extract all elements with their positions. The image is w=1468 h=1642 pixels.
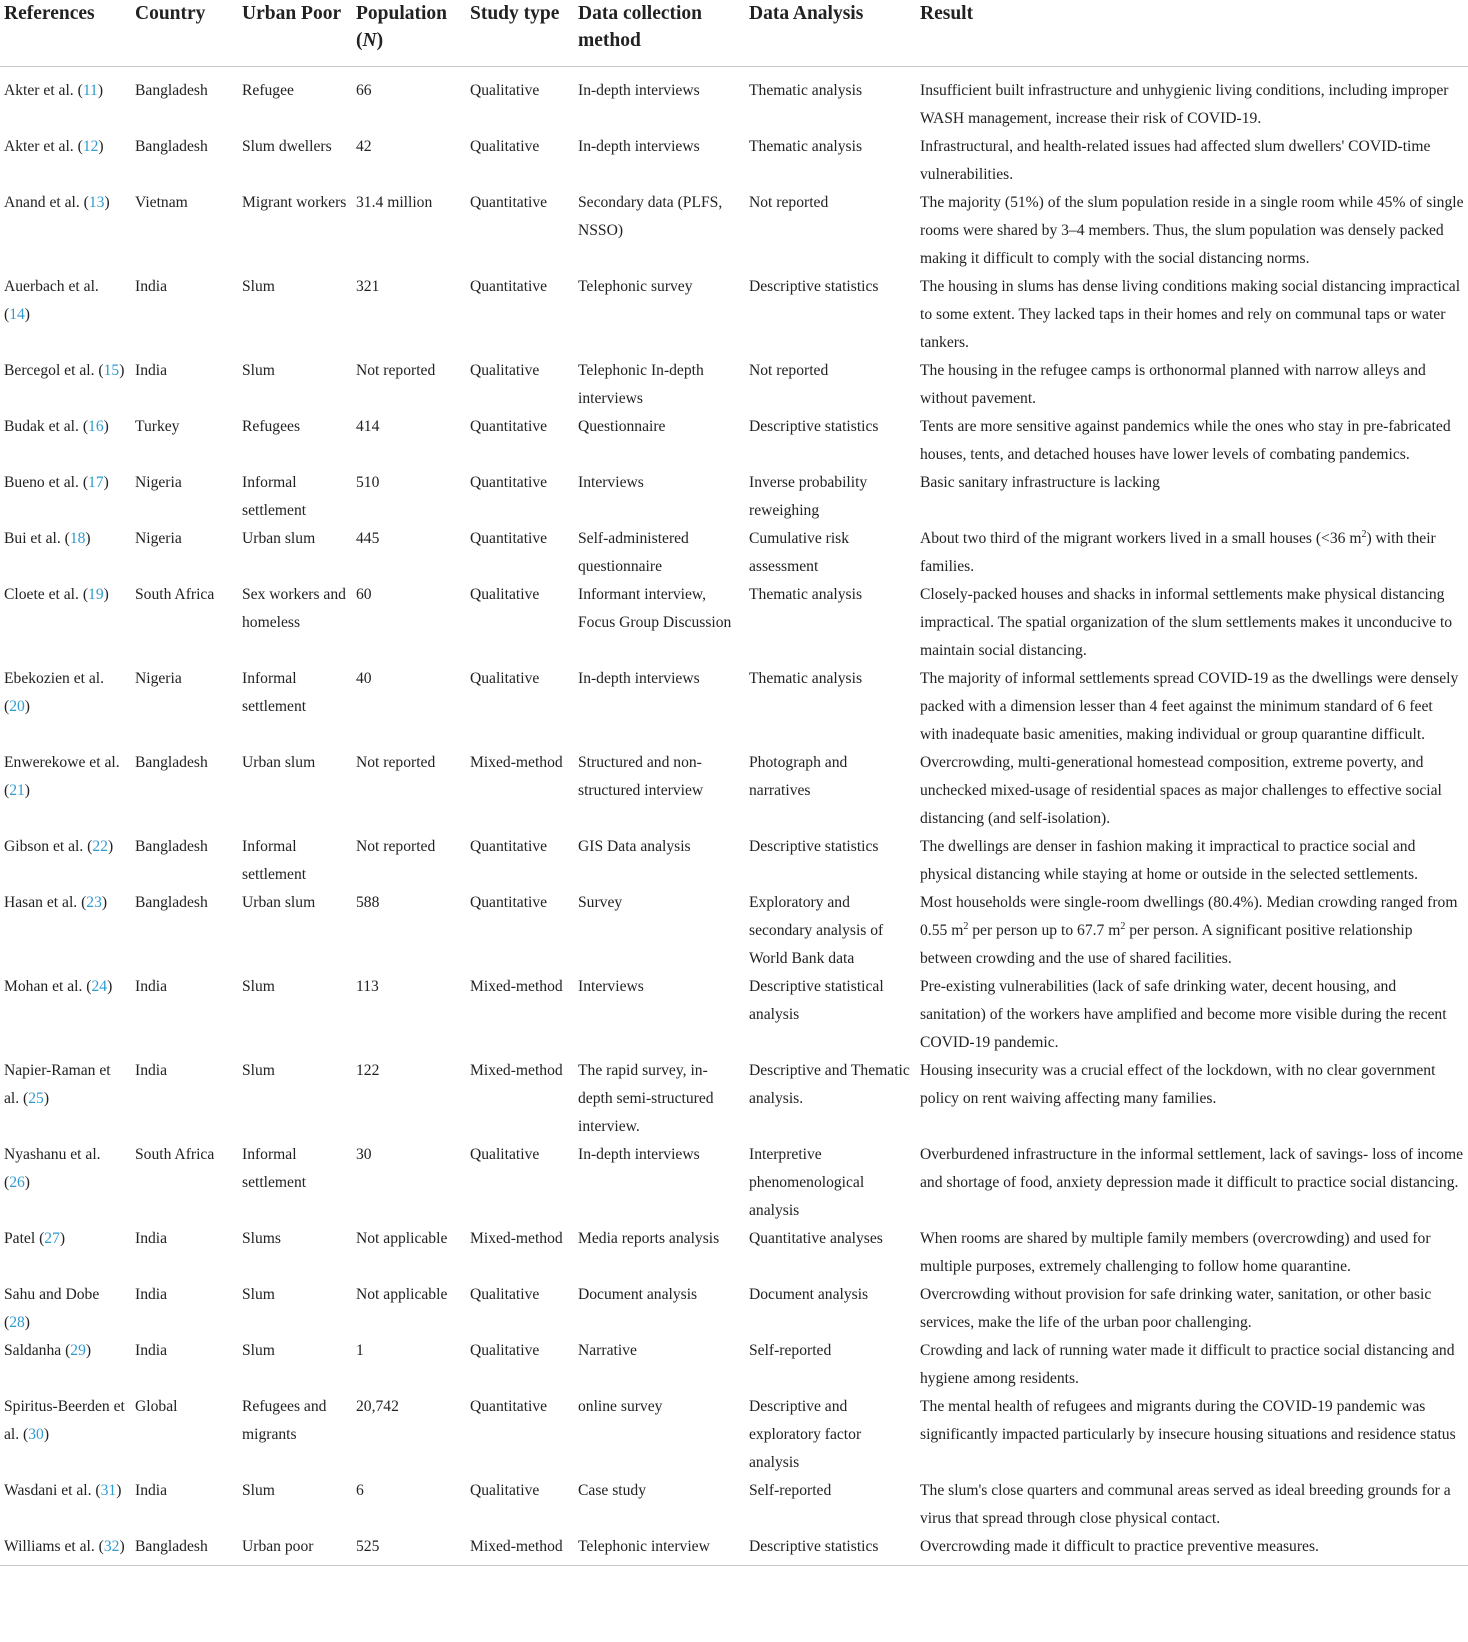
urban-poor-cell: Urban slum (242, 754, 316, 771)
collection-cell: Telephonic survey (578, 278, 693, 295)
reference-cell: Akter et al. (12) (4, 138, 104, 155)
table-row (0, 1225, 1468, 1281)
reference-author: Gibson et al. (4, 838, 84, 855)
reference-author: Akter et al. (4, 82, 74, 99)
citation-link[interactable]: 32 (103, 1538, 120, 1555)
table-row (0, 1141, 1468, 1225)
collection-cell: Questionnaire (578, 418, 666, 435)
country-cell: Vietnam (135, 194, 188, 211)
reference-cell: Saldanha (29) (4, 1342, 92, 1359)
citation-link[interactable]: 14 (9, 306, 25, 323)
reference-cell: Spiritus-Beerden et al. (30) (4, 1398, 125, 1443)
population-cell: 445 (356, 530, 380, 547)
population-cell: 525 (352, 1533, 466, 1566)
country-cell: Bangladesh (135, 838, 208, 855)
result-text: About two third of the migrant workers lived in a small houses (<36 m (920, 530, 1362, 547)
table-header (0, 0, 1468, 67)
urban-poor-cell: Refugees and migrants (242, 1398, 327, 1443)
study-type-cell: Quantitative (470, 894, 548, 911)
study-type-cell: Quantitative (470, 474, 548, 491)
analysis-cell: Thematic analysis (749, 586, 863, 603)
result-cell: The housing in slums has dense living conditions making social distancing impractical to some extent. They lacked taps in their homes and rely on communal taps or water tankers. (920, 278, 1461, 351)
reference-author: Williams et al. (4, 1538, 95, 1555)
reference-cell: Bueno et al. (17) (4, 474, 109, 491)
reference-cell: Enwerekowe et al. (21) (4, 754, 120, 799)
country-cell: Global (135, 1398, 178, 1415)
citation-link[interactable]: 22 (92, 838, 108, 855)
population-cell: 122 (356, 1062, 380, 1079)
table-row (0, 189, 1468, 273)
citation-link[interactable]: 29 (70, 1342, 86, 1359)
population-cell: Not applicable (356, 1230, 448, 1247)
population-cell: Not reported (356, 754, 436, 771)
country-cell: Bangladesh (135, 138, 208, 155)
table-row (0, 581, 1468, 665)
population-cell: 113 (356, 978, 379, 995)
analysis-cell: Exploratory and secondary analysis of World Bank data (749, 894, 884, 967)
collection-cell: Case study (578, 1482, 647, 1499)
urban-poor-cell: Slum (242, 362, 275, 379)
table-row (0, 1393, 1468, 1477)
result-cell: The dwellings are denser in fashion making it impractical to practice social and physical distancing while staying at home or outside in the selected settlements. (920, 838, 1419, 883)
result-cell: The housing in the refugee camps is orthonormal planned with narrow alleys and without pavement. (920, 362, 1426, 407)
reference-author: Sahu and Dobe (4, 1286, 100, 1303)
study-type-cell: Qualitative (470, 82, 540, 99)
reference-author: Mohan et al. (4, 978, 83, 995)
country-cell: Bangladesh (135, 754, 208, 771)
country-cell: Nigeria (135, 530, 182, 547)
table-row (0, 1533, 1468, 1566)
reference-cell: Bercegol et al. (15) (4, 362, 125, 379)
urban-poor-cell: Slum (242, 1286, 275, 1303)
reference-author: Wasdani et al. (4, 1482, 92, 1499)
result-text: 2 (1120, 920, 1126, 932)
analysis-cell: Self-reported (749, 1342, 832, 1359)
collection-cell: In-depth interviews (578, 138, 700, 155)
citation-link[interactable]: 30 (28, 1426, 44, 1443)
urban-poor-cell: Slum (242, 978, 275, 995)
result-text: 2 (1361, 528, 1367, 540)
reference-cell: Cloete et al. (19) (4, 586, 109, 603)
population-cell: 31.4 million (356, 194, 433, 211)
column-header (574, 0, 745, 67)
urban-poor-cell: Informal settlement (242, 1146, 307, 1191)
table-row (0, 133, 1468, 189)
country-cell: Bangladesh (135, 82, 208, 99)
column-header-sub: N (362, 30, 377, 51)
analysis-cell: Not reported (749, 362, 829, 379)
urban-poor-cell: Urban slum (242, 894, 316, 911)
table-row (0, 469, 1468, 525)
urban-poor-cell: Informal settlement (242, 474, 307, 519)
reference-cell: Nyashanu et al. (26) (4, 1146, 101, 1191)
reference-cell: Mohan et al. (24) (4, 978, 113, 995)
result-cell: Basic sanitary infrastructure is lacking (920, 474, 1160, 491)
study-type-cell: Qualitative (470, 138, 540, 155)
analysis-cell: Thematic analysis (749, 138, 863, 155)
result-cell: Housing insecurity was a crucial effect of the lockdown, with no clear government policy on rent waiving affecting many families. (920, 1062, 1436, 1107)
reference-author: Bercegol et al. (4, 362, 95, 379)
study-type-cell: Qualitative (470, 670, 540, 687)
collection-cell: In-depth interviews (578, 1146, 700, 1163)
study-type-cell: Quantitative (470, 1398, 548, 1415)
analysis-cell: Descriptive statistics (749, 838, 879, 855)
reference-cell: Bui et al. (18) (4, 530, 91, 547)
study-type-cell: Quantitative (470, 418, 548, 435)
collection-cell: Media reports analysis (578, 1230, 720, 1247)
urban-poor-cell: Slums (242, 1230, 281, 1247)
reference-cell: Gibson et al. (22) (4, 838, 114, 855)
analysis-cell: Quantitative analyses (749, 1230, 883, 1247)
citation-link[interactable]: 11 (82, 82, 98, 99)
country-cell: Nigeria (135, 670, 182, 687)
result-cell: Crowding and lack of running water made it difficult to practice social distancing and hygiene among residents. (920, 1342, 1455, 1387)
collection-cell: Narrative (578, 1342, 637, 1359)
table-row (0, 749, 1468, 833)
analysis-cell: Not reported (749, 194, 829, 211)
study-type-cell: Quantitative (470, 838, 548, 855)
collection-cell: GIS Data analysis (578, 838, 691, 855)
reference-author: Bui et al. (4, 530, 61, 547)
column-header-label: References (4, 3, 95, 24)
analysis-cell: Photograph and narratives (749, 754, 848, 799)
result-text: per person. A significant positive relationship between crowding and the use of shared facilities. (920, 922, 1413, 967)
collection-cell: online survey (578, 1398, 663, 1415)
reference-author: Anand et al. (4, 194, 80, 211)
analysis-cell: Self-reported (749, 1482, 832, 1499)
table-row (0, 413, 1468, 469)
analysis-cell: Descriptive statistics (745, 1533, 916, 1566)
country-cell: India (135, 1482, 168, 1499)
study-type-cell: Mixed-method (470, 978, 563, 995)
column-header (238, 0, 352, 67)
urban-poor-cell: Urban slum (242, 530, 316, 547)
population-cell: Not reported (356, 362, 436, 379)
reference-author: Saldanha (4, 1342, 62, 1359)
column-header (916, 0, 1468, 67)
analysis-cell: Cumulative risk assessment (749, 530, 850, 575)
reference-author: Auerbach et al. (4, 278, 99, 295)
country-cell: Nigeria (135, 474, 182, 491)
table-body (0, 67, 1468, 1566)
country-cell: India (135, 278, 168, 295)
table-row (0, 1477, 1468, 1533)
column-header-label: Study type (470, 3, 560, 24)
result-text: Most households were single-room dwellings (80.4%). Median crowding ranged from 0.55 m (920, 894, 1458, 939)
column-header (131, 0, 238, 67)
table-row (0, 973, 1468, 1057)
citation-link[interactable]: 16 (88, 418, 104, 435)
study-type-cell: Mixed-method (470, 1062, 563, 1079)
column-header-label: Result (920, 3, 974, 24)
reference-cell: Auerbach et al. (14) (4, 278, 99, 323)
urban-poor-cell: Slum (242, 278, 275, 295)
citation-link[interactable]: 23 (86, 894, 102, 911)
collection-cell: Telephonic In-depth interviews (578, 362, 704, 407)
study-type-cell: Quantitative (470, 530, 548, 547)
collection-cell: Secondary data (PLFS, NSSO) (578, 194, 723, 239)
table-row (0, 357, 1468, 413)
population-cell: 30 (356, 1146, 372, 1163)
table-row (0, 525, 1468, 581)
urban-poor-cell: Informal settlement (242, 838, 307, 883)
reference-author: Hasan et al. (4, 894, 78, 911)
population-cell: 510 (356, 474, 380, 491)
country-cell: Bangladesh (135, 894, 208, 911)
reference-cell: Williams et al. (32) (0, 1533, 131, 1566)
country-cell: India (135, 978, 168, 995)
reference-author: Nyashanu et al. (4, 1146, 101, 1163)
reference-cell: Ebekozien et al. (20) (4, 670, 105, 715)
citation-link[interactable]: 28 (9, 1314, 25, 1331)
result-cell: Overcrowding without provision for safe drinking water, sanitation, or other basic services, make the life of the urban poor challenging. (920, 1286, 1432, 1331)
column-header-label: Urban Poor (242, 3, 342, 24)
study-type-cell: Qualitative (470, 1342, 540, 1359)
collection-cell: The rapid survey, in-depth semi-structured interview. (578, 1062, 714, 1135)
population-cell: 42 (356, 138, 372, 155)
study-type-cell: Quantitative (470, 194, 548, 211)
analysis-cell: Descriptive statistical analysis (749, 978, 884, 1023)
citation-link[interactable]: 26 (9, 1174, 25, 1191)
population-cell: 60 (356, 586, 372, 603)
column-header (466, 0, 574, 67)
column-header: Population (N) (352, 0, 466, 67)
column-header (745, 0, 916, 67)
citation-link[interactable]: 19 (88, 586, 104, 603)
collection-cell: Structured and non-structured interview (578, 754, 704, 799)
column-header-label: Data Analysis (749, 3, 864, 24)
citation-link[interactable]: 18 (69, 530, 86, 547)
result-cell: The majority (51%) of the slum population reside in a single room while 45% of single rooms were shared by 3–4 members. Thus, the slum population was densely packed making it difficult to comply with the social distancing norms. (920, 194, 1464, 267)
result-cell: Closely-packed houses and shacks in informal settlements make physical distancing impractical. The spatial organization of the slum settlements makes it unconducive to maintain social distancing. (920, 586, 1453, 659)
collection-cell: Self-administered questionnaire (578, 530, 689, 575)
result-text: ) with their families. (920, 530, 1436, 575)
study-type-cell: Qualitative (470, 1146, 540, 1163)
table-row (0, 1281, 1468, 1337)
population-cell: 66 (356, 82, 372, 99)
urban-poor-cell: Slum (242, 1342, 275, 1359)
study-type-cell: Qualitative (470, 1482, 540, 1499)
population-cell: 414 (356, 418, 380, 435)
analysis-cell: Descriptive and exploratory factor analysis (749, 1398, 862, 1471)
citation-link[interactable]: 25 (28, 1090, 44, 1107)
result-cell: The mental health of refugees and migrants during the COVID-19 pandemic was significantly impacted particularly by insecure housing situations and residence status (920, 1398, 1456, 1443)
analysis-cell: Descriptive statistics (749, 278, 879, 295)
header-row (0, 0, 1468, 67)
table-row (0, 889, 1468, 973)
citation-link[interactable]: 24 (91, 978, 108, 995)
reference-author: Budak et al. (4, 418, 79, 435)
country-cell: India (135, 1342, 168, 1359)
country-cell: Bangladesh (131, 1533, 238, 1566)
table-row (0, 1337, 1468, 1393)
country-cell: India (135, 1062, 168, 1079)
population-cell: 40 (356, 670, 372, 687)
urban-poor-cell: Urban poor (238, 1533, 352, 1566)
collection-cell: In-depth interviews (578, 82, 700, 99)
reference-cell: Anand et al. (13) (4, 194, 110, 211)
result-cell: Pre-existing vulnerabilities (lack of safe drinking water, decent housing, and sanitation) of the workers have amplified and become more visible during the recent COVID-19 pandemic. (920, 978, 1447, 1051)
result-text: 2 (963, 920, 969, 932)
result-cell: When rooms are shared by multiple family members (overcrowding) and used for multiple purposes, extremely challenging to follow home quarantine. (920, 1230, 1431, 1275)
population-cell: Not applicable (356, 1286, 448, 1303)
population-cell: 588 (356, 894, 380, 911)
analysis-cell: Descriptive and Thematic analysis. (749, 1062, 910, 1107)
country-cell: South Africa (135, 586, 215, 603)
reference-cell: Wasdani et al. (31) (4, 1482, 122, 1499)
population-cell: 6 (356, 1482, 364, 1499)
citation-link[interactable]: 12 (82, 138, 99, 155)
table-row (0, 665, 1468, 749)
urban-poor-cell: Sex workers and homeless (242, 586, 346, 631)
column-header-label: Country (135, 3, 206, 24)
population-cell: 1 (356, 1342, 364, 1359)
reference-cell: Akter et al. (11) (4, 82, 104, 99)
urban-poor-cell: Informal settlement (242, 670, 307, 715)
result-cell: The majority of informal settlements spread COVID-19 as the dwellings were densely packed with a dimension lesser than 4 feet against the minimum standard of 6 feet with inadequate basic amenities, making individual or group quarantine difficult. (920, 670, 1459, 743)
citation-link[interactable]: 20 (9, 698, 25, 715)
population-cell: 20,742 (356, 1398, 399, 1415)
citation-link[interactable]: 15 (103, 362, 120, 379)
study-type-cell: Mixed-method (470, 754, 563, 771)
table-row (0, 273, 1468, 357)
table-row (0, 1057, 1468, 1141)
population-cell: Not reported (356, 838, 436, 855)
reference-cell: Budak et al. (16) (4, 418, 109, 435)
reference-cell: Sahu and Dobe (28) (4, 1286, 100, 1331)
urban-poor-cell: Slum (242, 1062, 275, 1079)
citation-link[interactable]: 17 (88, 474, 104, 491)
column-header (0, 0, 131, 67)
reference-author: Spiritus-Beerden et al. (4, 1398, 125, 1443)
collection-cell: Interviews (578, 978, 644, 995)
analysis-cell: Inverse probability reweighing (749, 474, 868, 519)
result-text: per person up to 67.7 m (968, 922, 1121, 939)
analysis-cell: Interpretive phenomenological analysis (749, 1146, 865, 1219)
result-cell (916, 889, 1468, 973)
table-row (0, 833, 1468, 889)
analysis-cell: Document analysis (749, 1286, 869, 1303)
citation-link[interactable]: 13 (88, 194, 105, 211)
country-cell: South Africa (135, 1146, 215, 1163)
result-cell: Tents are more sensitive against pandemics while the ones who stay in pre-fabricated houses, tents, and detached houses have lower levels of combating pandemics. (920, 418, 1451, 463)
collection-cell: Interviews (578, 474, 644, 491)
result-cell: Overburdened infrastructure in the informal settlement, lack of savings- loss of income and shortage of food, anxiety depression made it difficult to practice social distancing. (920, 1146, 1464, 1191)
column-header-label: Data collection method (578, 3, 703, 51)
country-cell: India (135, 1230, 168, 1247)
study-type-cell: Mixed-method (466, 1533, 574, 1566)
reference-author: Bueno et al. (4, 474, 79, 491)
result-cell: Insufficient built infrastructure and unhygienic living conditions, including improper WASH management, increase their risk of COVID-19. (920, 82, 1449, 127)
reference-author: Napier-Raman et al. (4, 1062, 111, 1107)
table-row (0, 67, 1468, 134)
result-cell: The slum's close quarters and communal areas served as ideal breeding grounds for a virus that spread through close physical contact. (920, 1482, 1451, 1527)
population-cell: 321 (356, 278, 380, 295)
citation-link[interactable]: 27 (44, 1230, 60, 1247)
result-cell: Overcrowding made it difficult to practice preventive measures. (916, 1533, 1468, 1566)
country-cell: India (135, 362, 168, 379)
reference-cell: Hasan et al. (23) (4, 894, 108, 911)
analysis-cell: Thematic analysis (749, 82, 863, 99)
result-cell: Infrastructural, and health-related issues had affected slum dwellers' COVID-time vulnerabilities. (920, 138, 1431, 183)
collection-cell: In-depth interviews (578, 670, 700, 687)
collection-cell: Survey (578, 894, 623, 911)
urban-poor-cell: Slum (242, 1482, 275, 1499)
urban-poor-cell: Migrant workers (242, 194, 347, 211)
result-cell: Overcrowding, multi-generational homestead composition, extreme poverty, and unchecked mixed-usage of residential spaces as major challenges to effective social distancing (and self-isolation). (920, 754, 1442, 827)
urban-poor-cell: Refugee (242, 82, 294, 99)
country-cell: Turkey (135, 418, 180, 435)
analysis-cell: Descriptive statistics (749, 418, 879, 435)
citation-link[interactable]: 21 (9, 782, 25, 799)
citation-link[interactable]: 31 (100, 1482, 117, 1499)
study-type-cell: Quantitative (470, 278, 548, 295)
reference-cell: Patel (27) (4, 1230, 66, 1247)
study-type-cell: Qualitative (470, 586, 540, 603)
reference-author: Akter et al. (4, 138, 74, 155)
reference-author: Ebekozien et al. (4, 670, 105, 687)
analysis-cell: Thematic analysis (749, 670, 863, 687)
study-type-cell: Mixed-method (470, 1230, 563, 1247)
reference-author: Cloete et al. (4, 586, 79, 603)
reference-author: Enwerekowe et al. (4, 754, 120, 771)
urban-poor-cell: Slum dwellers (242, 138, 332, 155)
study-type-cell: Qualitative (470, 1286, 540, 1303)
collection-cell: Telephonic interview (574, 1533, 745, 1566)
study-type-cell: Qualitative (470, 362, 540, 379)
result-cell (916, 525, 1468, 581)
reference-author: Patel (4, 1230, 36, 1247)
collection-cell: Document analysis (578, 1286, 698, 1303)
column-header-label: Population (356, 3, 448, 24)
reference-cell: Napier-Raman et al. (25) (4, 1062, 111, 1107)
urban-poor-cell: Refugees (242, 418, 301, 435)
collection-cell: Informant interview, Focus Group Discussion (578, 586, 732, 631)
country-cell: India (135, 1286, 168, 1303)
